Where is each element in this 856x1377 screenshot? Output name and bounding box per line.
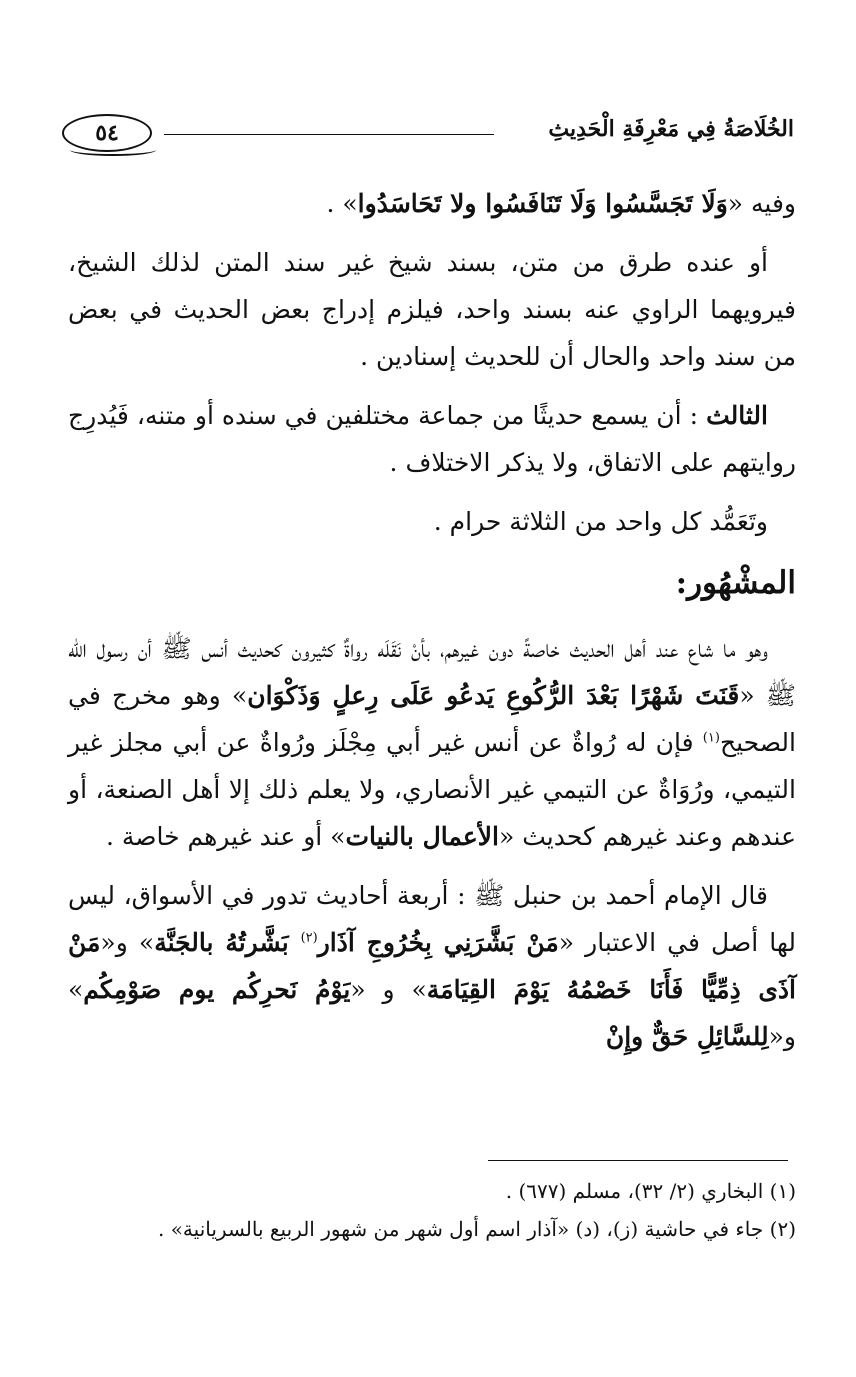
section-heading-mashhur: المشْهُور: [675,565,796,601]
footnotes [68,1172,796,1248]
main-text [68,180,796,1072]
hadith-quote: مَنْ بَشَّرَنِي بِخُرُوجِ آذَار [317,928,559,957]
footnote-ref-2[interactable]: (٢) [300,930,318,946]
header-rule [164,134,494,135]
hadith-quote: يَوْمُ نَحرِكُم يوم صَوْمِكُم [83,975,351,1004]
book-title: الخُلَاصَةُ فِي مَعْرِفَةِ الْحَدِيثِ [548,116,794,142]
hadith-quote: لِلسَّائِلِ حَقٌّ وإِنْ [605,1022,769,1051]
running-header [62,112,794,158]
hadith-quote: بَشَّرتُهُ بالجَنَّة [154,928,301,957]
text-run: » و« [100,928,155,957]
text-run: وهو ما شاع عند أهل الحديث خاصةً دون غيرهم، بأنْ نَقَلَه رواةٌ كثيرون كحديث أنس ﷺ أن رسول الله ﷺ « [68,634,797,710]
text-run: » أو عند غيرهم خاصة . [105,822,346,851]
paragraph-mashhur-definition [68,625,796,860]
text-run: : أن يسمع حديثًا من جماعة مختلفين في سنده أو متنه، فَيُدرِج روايتهم على الاتفاق، ولا يذكر الاختلاف . [68,401,796,477]
text-run: قال الإمام أحمد بن حنبل ﷺ : أربعة أحاديث تدور في الأسواق، ليس لها أصل في الاعتبار « [68,881,796,957]
text-run: » و « [350,975,427,1004]
footnote-1: (١) البخاري (٢/ ٣٢)، مسلم (٦٧٧) . [505,1179,796,1203]
text-run: فإن له رُواةٌ عن أنس غير أبي مِجْلَز ورُواةٌ عن أبي مجلز غير التيمي، ورُوَاةٌ عن التيمي غير الأنصاري، ولا يعلم ذلك إلا أهل الصنعة، أو عندهم وعند غيرهم كحديث « [68,728,796,851]
footnote-ref-1[interactable]: (١) [702,730,720,746]
text-run: » . [326,189,358,218]
paragraph-third-type [68,392,796,486]
hadith-quote: مَنْ آذَى ذِمِّيًّا فَأَنَا خَصْمُهُ يَوْمَ القِيَامَة [68,928,796,1004]
text-run: » وهو مخرج في الصحيح [68,681,796,757]
footnote-separator [488,1160,788,1161]
paragraph-ahmad-quote [68,872,796,1060]
paragraph-ruling: وتَعَمُّد كل واحد من الثلاثة حرام . [433,507,768,536]
text-run: » و« [68,975,796,1051]
hadith-quote: الأعمال بالنيات [345,822,499,851]
label-third: الثالث [706,401,768,430]
text-run: وفيه « [727,189,796,218]
paragraph-second-type: أو عنده طرق من متن، بسند شيخ غير سند المتن لذلك الشيخ، فيرويهما الراوي عنه بسند واحد، فيلزم إدراج بعض الحديث في بعض من سند واحد والحال أن للحديث إسنادين . [68,248,796,371]
paragraph-hadith-tajassus [68,180,796,227]
hadith-quote: وَلَا تَجَسَّسُوا وَلَا تَنَافَسُوا ولا تَحَاسَدُوا [357,189,728,218]
footnote-2: (٢) جاء في حاشية (ز)، (د) «آذار اسم أول شهر من شهور الربيع بالسريانية» . [157,1217,796,1241]
page-number: ٥٤ [62,114,152,152]
hadith-quote: قَنَتَ شَهْرًا بَعْدَ الرُّكُوعِ يَدعُو عَلَى رِعلٍ وَذَكْوَان [247,681,740,710]
